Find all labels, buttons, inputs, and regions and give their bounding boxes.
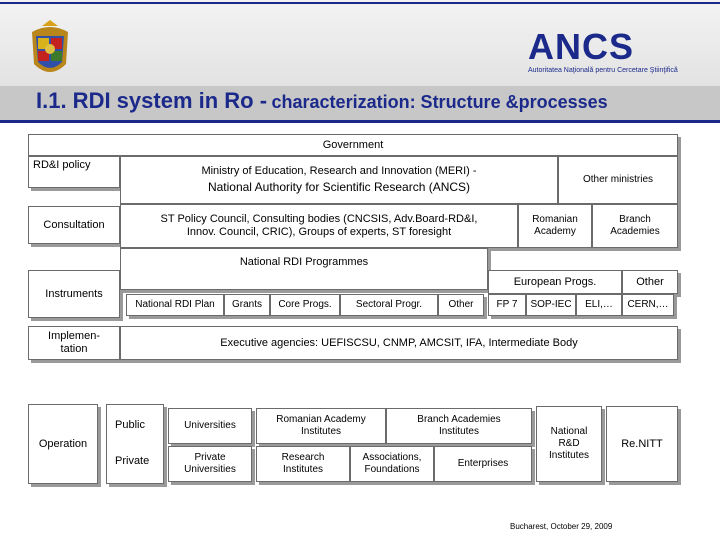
meri-box [120,156,558,204]
public-label: Public [115,419,145,431]
cern-label: CERN,… [627,299,669,310]
other-right-box [622,270,678,294]
associations-label: Associations, Foundations [362,452,422,475]
universities-label: Universities [184,420,236,431]
sop-iec-label: SOP-IEC [530,299,572,310]
row-label-consultation: Consultation [43,218,105,231]
grants-label: Grants [231,299,262,310]
renitt-box [606,406,678,482]
row-label-policy-box [28,156,120,188]
executive-agencies-box [120,326,678,360]
other-ministries-label: Other ministries [582,174,653,185]
page-title-main: I.1. RDI system in Ro - [36,88,268,113]
fp7-label: FP 7 [496,299,518,310]
national-rdi-plan-box [126,294,224,316]
core-progs-box [270,294,340,316]
enterprises-label: Enterprises [457,458,509,469]
other-right-label: Other [636,275,664,288]
footer-date: Bucharest, October 29, 2009 [510,522,613,531]
associations-box [350,446,434,482]
row-label-instruments-box [28,270,120,318]
ancs-logo-text: ANCS [528,26,635,67]
sectoral-progr-label: Sectoral Progr. [355,299,423,310]
eli-label: ELI,… [585,299,613,310]
st-policy-council-line1: ST Policy Council, Consulting bodies (CNCSIS, Adv.Board-RD&I, [160,213,478,225]
row-label-implementation: Implemen- tation [48,330,100,355]
grants-box [224,294,270,316]
ancs-label: National Authority for Scientific Research (ANCS) [207,180,471,194]
ba-institutes-label: Branch Academies Institutes [417,414,501,437]
european-progs-box [488,270,622,294]
romanian-academy-label: Romanian Academy [532,214,578,237]
renitt-label: Re.NITT [621,437,663,450]
row-label-policy: RD&I policy [33,159,91,171]
government-box [28,134,678,156]
private-label: Private [115,455,150,467]
ancs-logo [528,26,678,75]
ra-institutes-box [256,408,386,444]
research-institutes-label: Research Institutes [281,452,325,475]
eli-box [576,294,622,316]
row-label-operation: Operation [38,437,88,450]
st-policy-council-line2: Innov. Council, CRIC), Groups of experts, ST foresight [186,226,452,238]
other-instrument-label: Other [448,299,474,310]
enterprises-box [434,446,532,482]
national-rd-institutes-label: National R&D Institutes [548,426,590,461]
other-ministries-box [558,156,678,204]
romanian-academy-box [518,204,592,248]
coat-of-arms-icon [22,18,78,82]
row-label-consultation-box [28,206,120,244]
cern-box [622,294,674,316]
meri-label: Ministry of Education, Research and Innovation (MERI) - [201,165,477,177]
row-label-implementation-box [28,326,120,360]
page-title-sub: characterization: Structure &processes [271,92,608,112]
header-top-line [0,2,720,4]
st-policy-council-box [120,204,518,248]
sectoral-progr-box [340,294,438,316]
title-underline [0,120,720,123]
national-rd-institutes-box [536,406,602,482]
executive-agencies-label: Executive agencies: UEFISCSU, CNMP, AMCSIT, IFA, Intermediate Body [220,336,578,349]
national-rdi-programmes-label: National RDI Programmes [239,255,369,268]
core-progs-label: Core Progs. [278,299,332,310]
ba-institutes-box [386,408,532,444]
branch-academies-box [592,204,678,248]
page-title [36,88,608,114]
row-label-operation-box [28,404,98,484]
public-private-box [106,404,164,484]
other-instrument-box [438,294,484,316]
ancs-logo-subtitle: Autoritatea Naţională pentru Cercetare Ştiinţifică [528,67,678,74]
branch-academies-label: Branch Academies [610,214,660,237]
universities-box [168,408,252,444]
government-label: Government [322,138,384,151]
row-label-instruments: Instruments [45,287,103,300]
national-rdi-plan-label: National RDI Plan [135,299,215,310]
research-institutes-box [256,446,350,482]
private-universities-label: Private Universities [184,452,236,475]
private-universities-box [168,446,252,482]
sop-iec-box [526,294,576,316]
fp7-box [488,294,526,316]
national-rdi-programmes-box [120,248,488,290]
european-progs-label: European Progs. [513,275,597,288]
ra-institutes-label: Romanian Academy Institutes [276,414,366,437]
